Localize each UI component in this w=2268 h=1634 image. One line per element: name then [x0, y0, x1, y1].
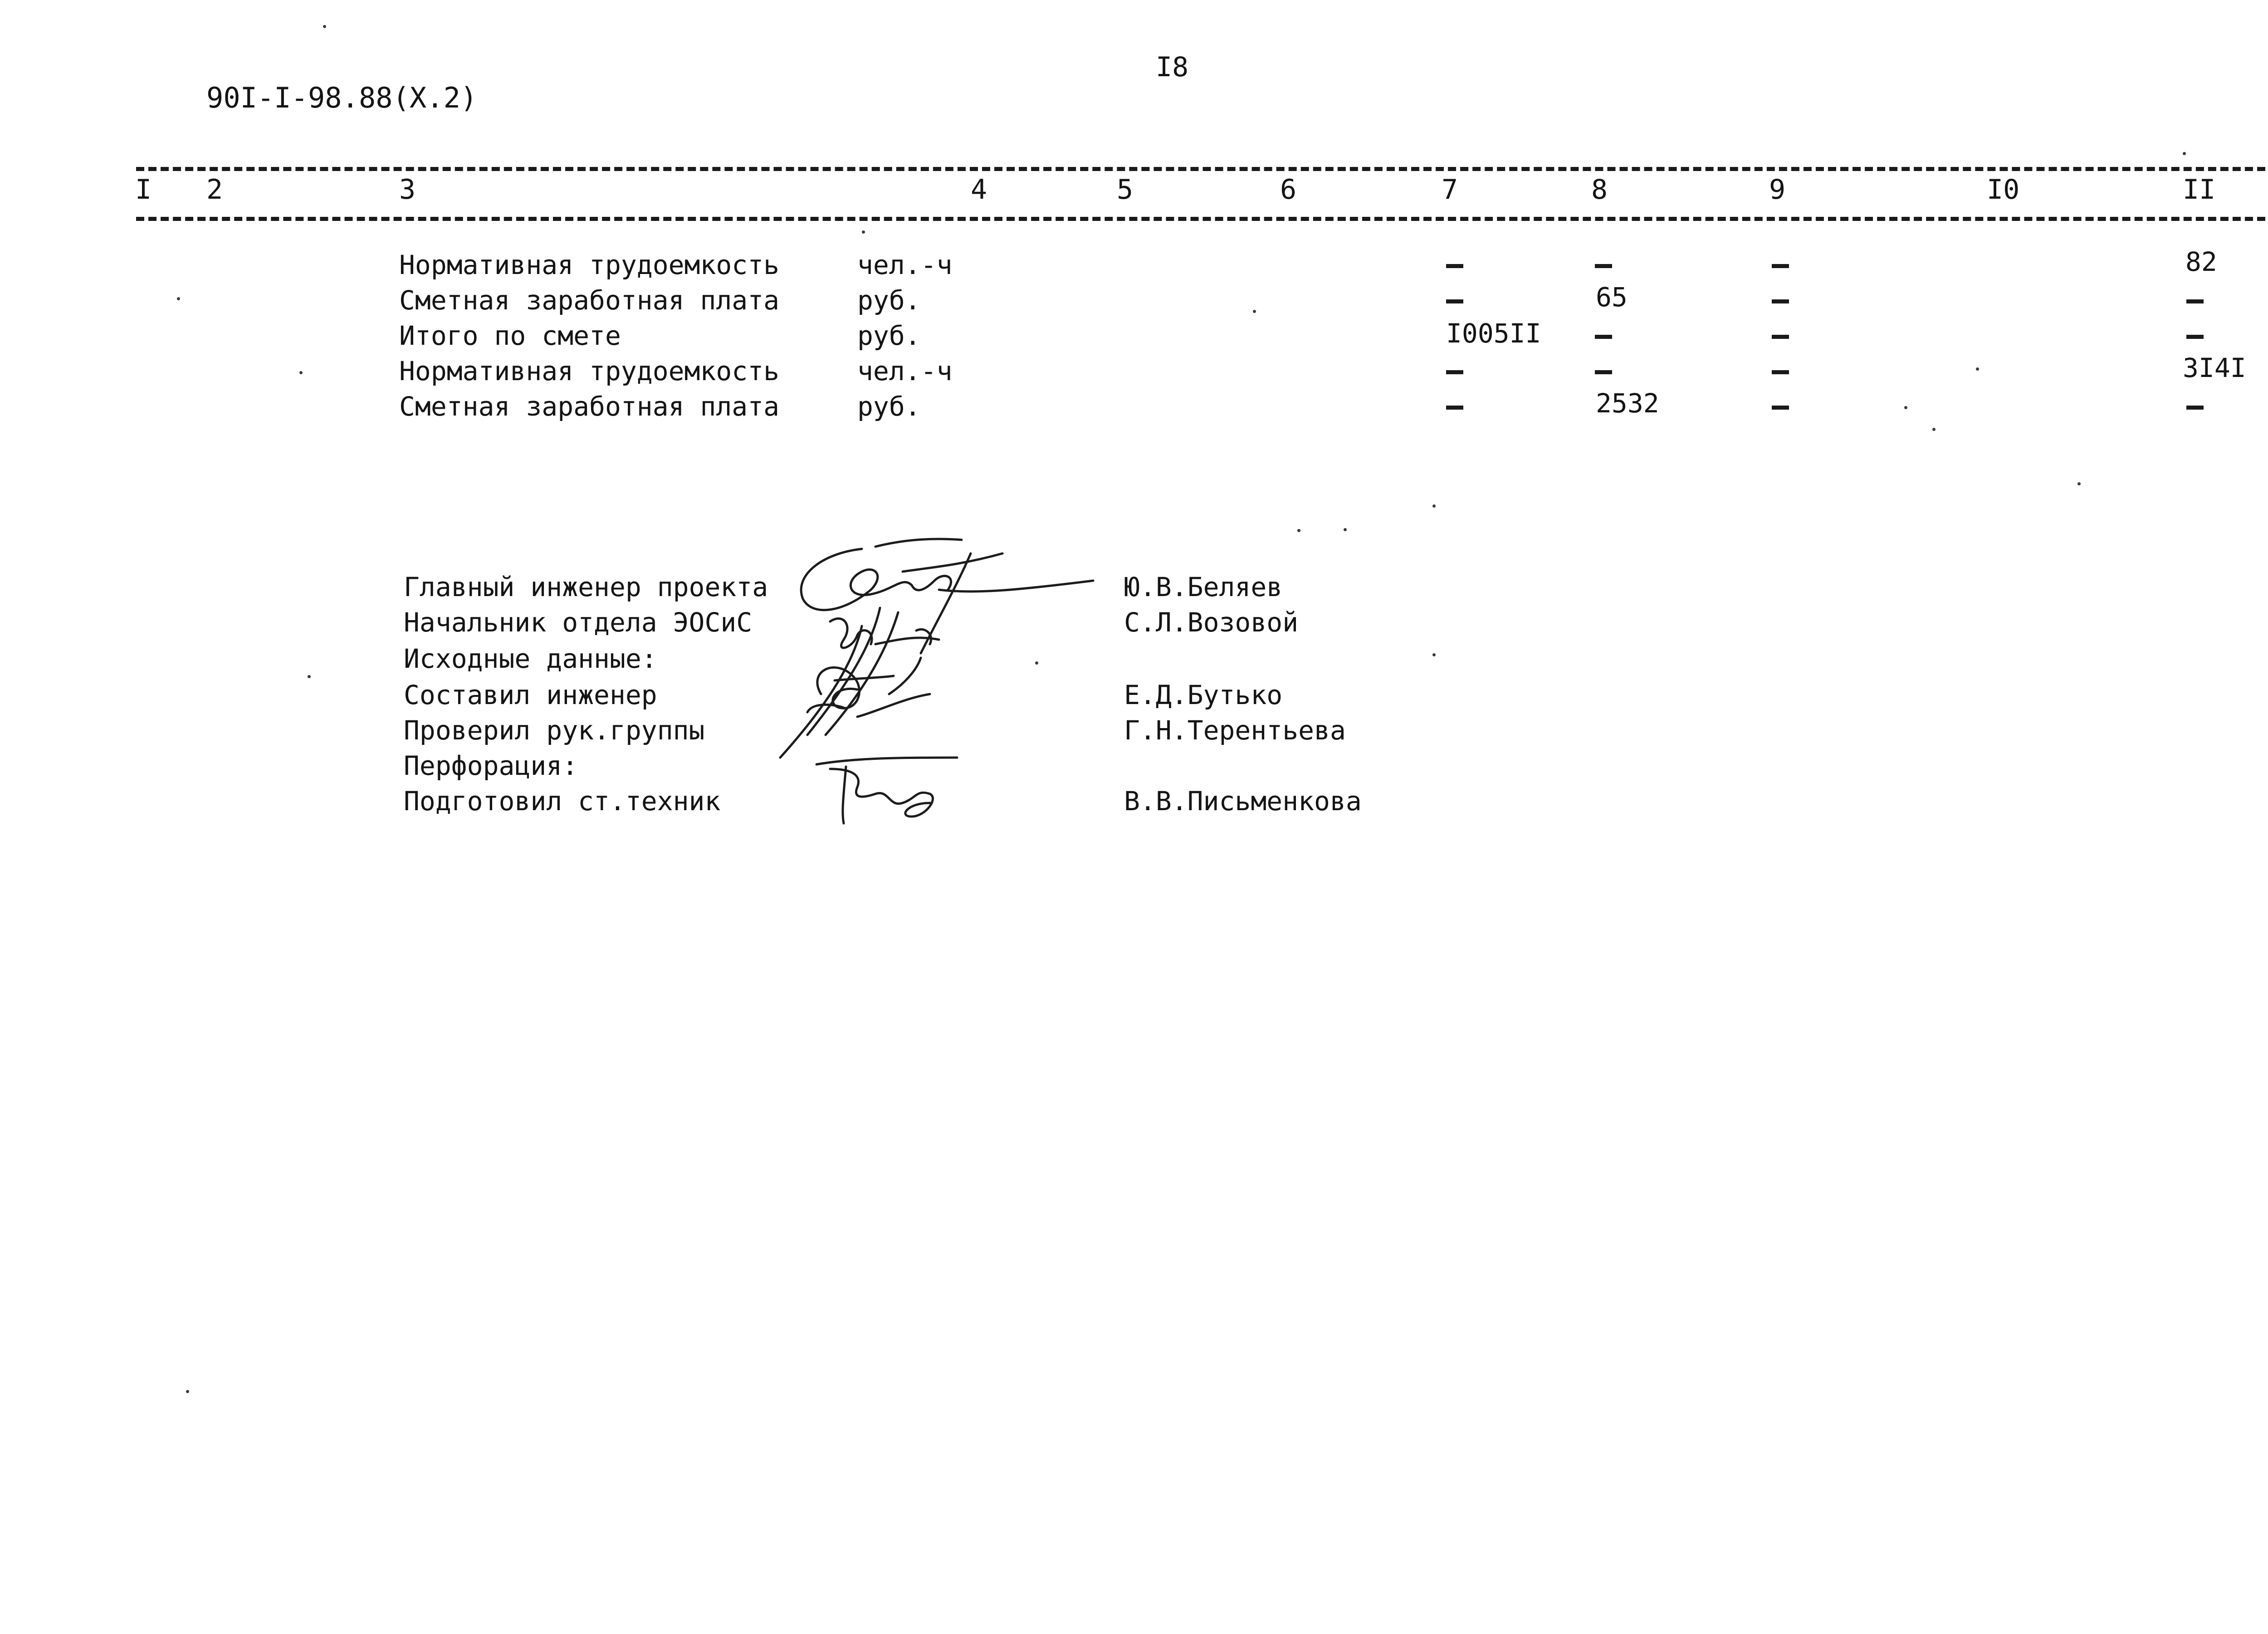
scan-speck	[2183, 152, 2186, 155]
signature-role: Главный инженер проекта	[404, 572, 768, 602]
handwritten-signatures	[767, 522, 1111, 866]
scan-speck	[299, 371, 303, 374]
signature-role: Подготовил ст.техник	[404, 786, 721, 817]
signature-name: Е.Д.Бутько	[1124, 680, 1283, 710]
row-label: Нормативная трудоемкость	[399, 356, 780, 386]
row-unit: чел.-ч	[857, 356, 953, 386]
row-value-col7: I005II	[1446, 318, 1541, 349]
scan-speck	[1976, 367, 1979, 371]
dash-value	[1595, 264, 1612, 268]
scan-speck	[1432, 653, 1436, 656]
scan-speck	[308, 675, 311, 678]
signature-role: Перфорация:	[404, 750, 578, 781]
scan-speck	[1253, 310, 1256, 313]
scan-speck	[1904, 406, 1907, 409]
table-header-rule	[136, 217, 2268, 221]
signature-role: Исходные данные:	[404, 643, 657, 674]
dash-value	[1772, 335, 1789, 339]
signature-role: Проверил рук.группы	[404, 715, 705, 746]
dash-value	[1446, 406, 1463, 410]
row-label: Нормативная трудоемкость	[399, 250, 780, 280]
signature-role: Начальник отдела ЭОСиС	[404, 607, 753, 638]
signature-name: Ю.В.Беляев	[1124, 572, 1283, 602]
scan-speck	[1432, 504, 1436, 508]
row-value-col8: 65	[1596, 282, 1628, 313]
dash-value	[2186, 299, 2204, 303]
scan-speck	[1297, 529, 1300, 532]
row-unit: чел.-ч	[857, 250, 953, 280]
table-top-rule	[136, 167, 2268, 171]
row-unit: руб.	[857, 285, 921, 316]
page-number: I8	[1156, 51, 1189, 83]
row-value-col8: 2532	[1596, 388, 1659, 419]
column-header-7: 7	[1442, 174, 1458, 205]
column-header-6: 6	[1280, 174, 1297, 205]
scan-speck	[1932, 428, 1936, 431]
row-label: Сметная заработная плата	[399, 285, 780, 316]
dash-value	[1446, 264, 1463, 268]
signature-role: Составил инженер	[404, 680, 657, 710]
scan-speck	[186, 1390, 189, 1393]
column-header-2: 2	[206, 174, 223, 205]
row-value-col11: 3I4I	[2183, 352, 2246, 383]
row-value-col11: 82	[2185, 246, 2217, 277]
dash-value	[2186, 406, 2204, 410]
row-label: Итого по смете	[399, 320, 621, 351]
signature-name: Г.Н.Терентьева	[1124, 715, 1346, 746]
dash-value	[1772, 406, 1789, 410]
column-header-3: 3	[399, 174, 416, 205]
dash-value	[1595, 370, 1612, 374]
scan-speck	[1344, 528, 1347, 531]
dash-value	[1772, 299, 1789, 303]
dash-value	[2186, 335, 2204, 339]
column-header-5: 5	[1117, 174, 1134, 205]
row-unit: руб.	[857, 391, 921, 422]
dash-value	[1595, 335, 1612, 339]
scan-speck	[1035, 661, 1038, 665]
row-unit: руб.	[857, 320, 921, 351]
dash-value	[1772, 370, 1789, 374]
row-label: Сметная заработная плата	[399, 391, 780, 422]
scan-speck	[323, 25, 326, 28]
column-header-8: 8	[1591, 174, 1608, 205]
column-header-10: I0	[1987, 174, 2020, 205]
document-code: 90I-I-98.88(X.2)	[206, 81, 478, 114]
dash-value	[1446, 370, 1463, 374]
column-header-4: 4	[971, 174, 987, 205]
dash-value	[1772, 264, 1789, 268]
scan-speck	[177, 297, 180, 300]
column-header-1: I	[135, 174, 152, 205]
column-header-9: 9	[1769, 174, 1786, 205]
signature-name: В.В.Письменкова	[1124, 786, 1362, 817]
dash-value	[1446, 299, 1463, 303]
scan-speck	[862, 230, 865, 234]
column-header-11: II	[2183, 174, 2216, 205]
signature-name: С.Л.Возовой	[1124, 607, 1299, 638]
scan-speck	[2077, 482, 2081, 485]
